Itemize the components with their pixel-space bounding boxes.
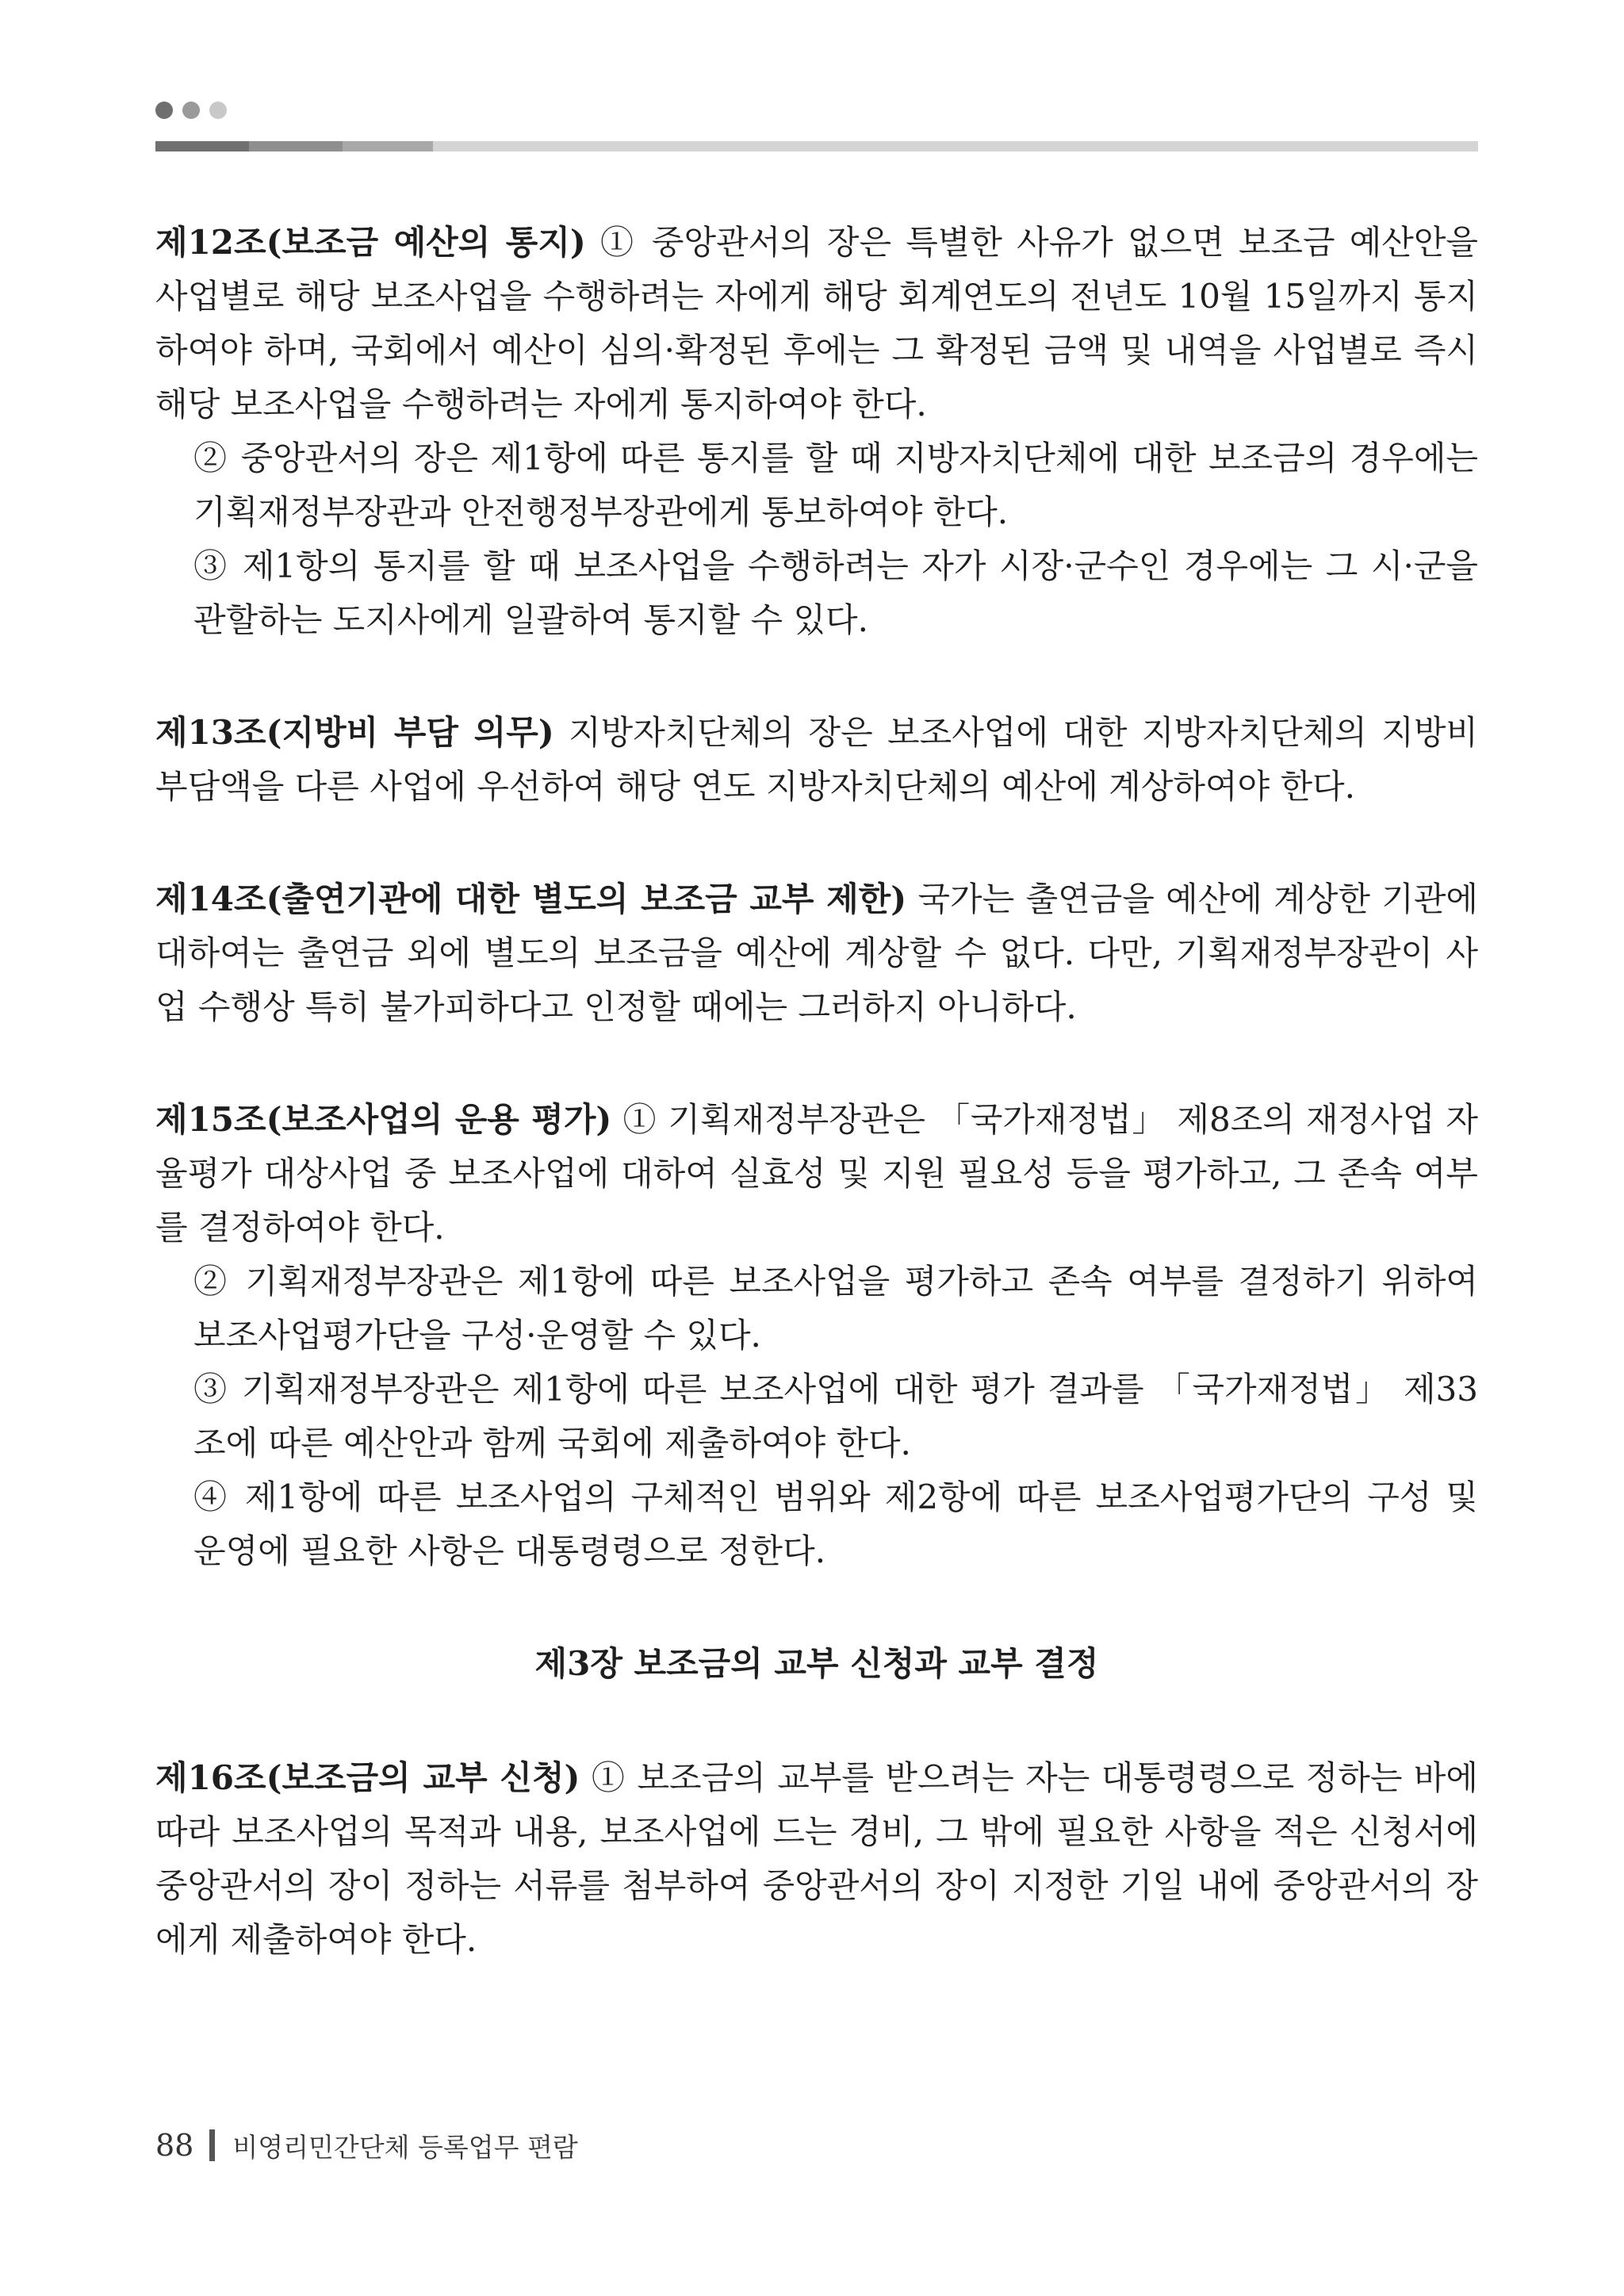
article-12-paragraph-1 [155,216,1478,431]
footer-divider [209,2129,215,2161]
article-15-heading: 제15조(보조사업의 운용 평가) [155,1100,612,1139]
chapter-title: 제3장 보조금의 교부 신청과 교부 결정 [534,1644,1099,1683]
footer-book-title: 비영리민간단체 등록업무 편람 [232,2131,578,2163]
article-12-paragraph-2: ② 중앙관서의 장은 제1항에 따른 통지를 할 때 지방자치단체에 대한 보조금의 경우에는 기획재정부장관과 안전행정부장관에게 통보하여야 한다. [193,439,1478,531]
article-12-paragraph-3: ③ 제1항의 통지를 할 때 보조사업을 수행하려는 자가 시장·군수인 경우에는 그 시·군을 관할하는 도지사에게 일괄하여 통지할 수 있다. [193,546,1478,639]
header-dot [209,102,227,119]
article-16 [155,1751,1478,1967]
header-rule-segment [433,141,1478,151]
article-15-paragraph-2: ② 기획재정부장관은 제1항에 따른 보조사업을 평가하고 존속 여부를 결정하기 위하여 보조사업평가단을 구성·운영할 수 있다. [193,1262,1478,1355]
header-rule-segment [155,141,249,151]
article-12 [155,216,1478,647]
article-14-text-1: 국가는 출연금을 예산에 계상한 기관에 대하여는 출연금 외에 별도의 보조금을 예산에 계상할 수 없다. 다만, 기획재정부장관이 사업 수행상 특히 불가피하다고 인정할 때에는 그러하지 아니하다. [155,880,1478,1026]
header-dot [155,102,173,119]
article-15-text-1: ① 기획재정부장관은 「국가재정법」 제8조의 재정사업 자율평가 대상사업 중 보조사업에 대하여 실효성 및 지원 필요성 등을 평가하고, 그 존속 여부를 결정하여야 한다. [155,1100,1478,1247]
article-16-text-1: ① 보조금의 교부를 받으려는 자는 대통령령으로 정하는 바에 따라 보조사업의 목적과 내용, 보조사업에 드는 경비, 그 밖에 필요한 사항을 적은 신청서에 중앙관서의 장이 정하는 서류를 첨부하여 중앙관서의 장이 지정한 기일 내에 중앙관서의 장에게 제출하여야 한다. [155,1758,1479,1959]
page-body [155,216,1478,2026]
article-13 [155,706,1478,814]
article-15 [155,1093,1478,1578]
page-number: 88 [155,2128,194,2163]
article-13-text-1: 지방자치단체의 장은 보조사업에 대한 지방자치단체의 지방비 부담액을 다른 사업에 우선하여 해당 연도 지방자치단체의 예산에 계상하여야 한다. [155,713,1478,806]
article-14 [155,872,1478,1034]
article-15-paragraph-3: ③ 기획재정부장관은 제1항에 따른 보조사업에 대한 평가 결과를 「국가재정법」 제33조에 따른 예산안과 함께 국회에 제출하여야 한다. [193,1370,1478,1462]
article-15-paragraph-4: ④ 제1항에 따른 보조사업의 구체적인 범위와 제2항에 따른 보조사업평가단의 구성 및 운영에 필요한 사항은 대통령령으로 정한다. [193,1478,1478,1570]
article-16-heading: 제16조(보조금의 교부 신청) [155,1758,580,1797]
header-rule [155,141,1478,151]
article-13-paragraph-1 [155,706,1478,814]
header-rule-segment [249,141,343,151]
article-16-paragraph-1 [155,1751,1478,1967]
article-15-paragraph-1 [155,1093,1478,1255]
header-dot [182,102,200,119]
header-rule-segment [343,141,433,151]
article-12-text-1: ① 중앙관서의 장은 특별한 사유가 없으면 보조금 예산안을 사업별로 해당 보조사업을 수행하려는 자에게 해당 회계연도의 전년도 10월 15일까지 통지하여야 하며, 국회에서 예산이 심의·확정된 후에는 그 확정된 금액 및 내역을 사업별로 즉시 해당 보조사업을 수행하려는 자에게 통지하여야 한다. [155,223,1478,424]
article-13-heading: 제13조(지방비 부담 의무) [155,713,554,752]
article-14-paragraph-1 [155,872,1478,1034]
page-footer [155,2125,578,2165]
article-14-heading: 제14조(출연기관에 대한 별도의 보조금 교부 제한) [155,880,907,918]
article-12-heading: 제12조(보조금 예산의 통지) [155,223,586,262]
